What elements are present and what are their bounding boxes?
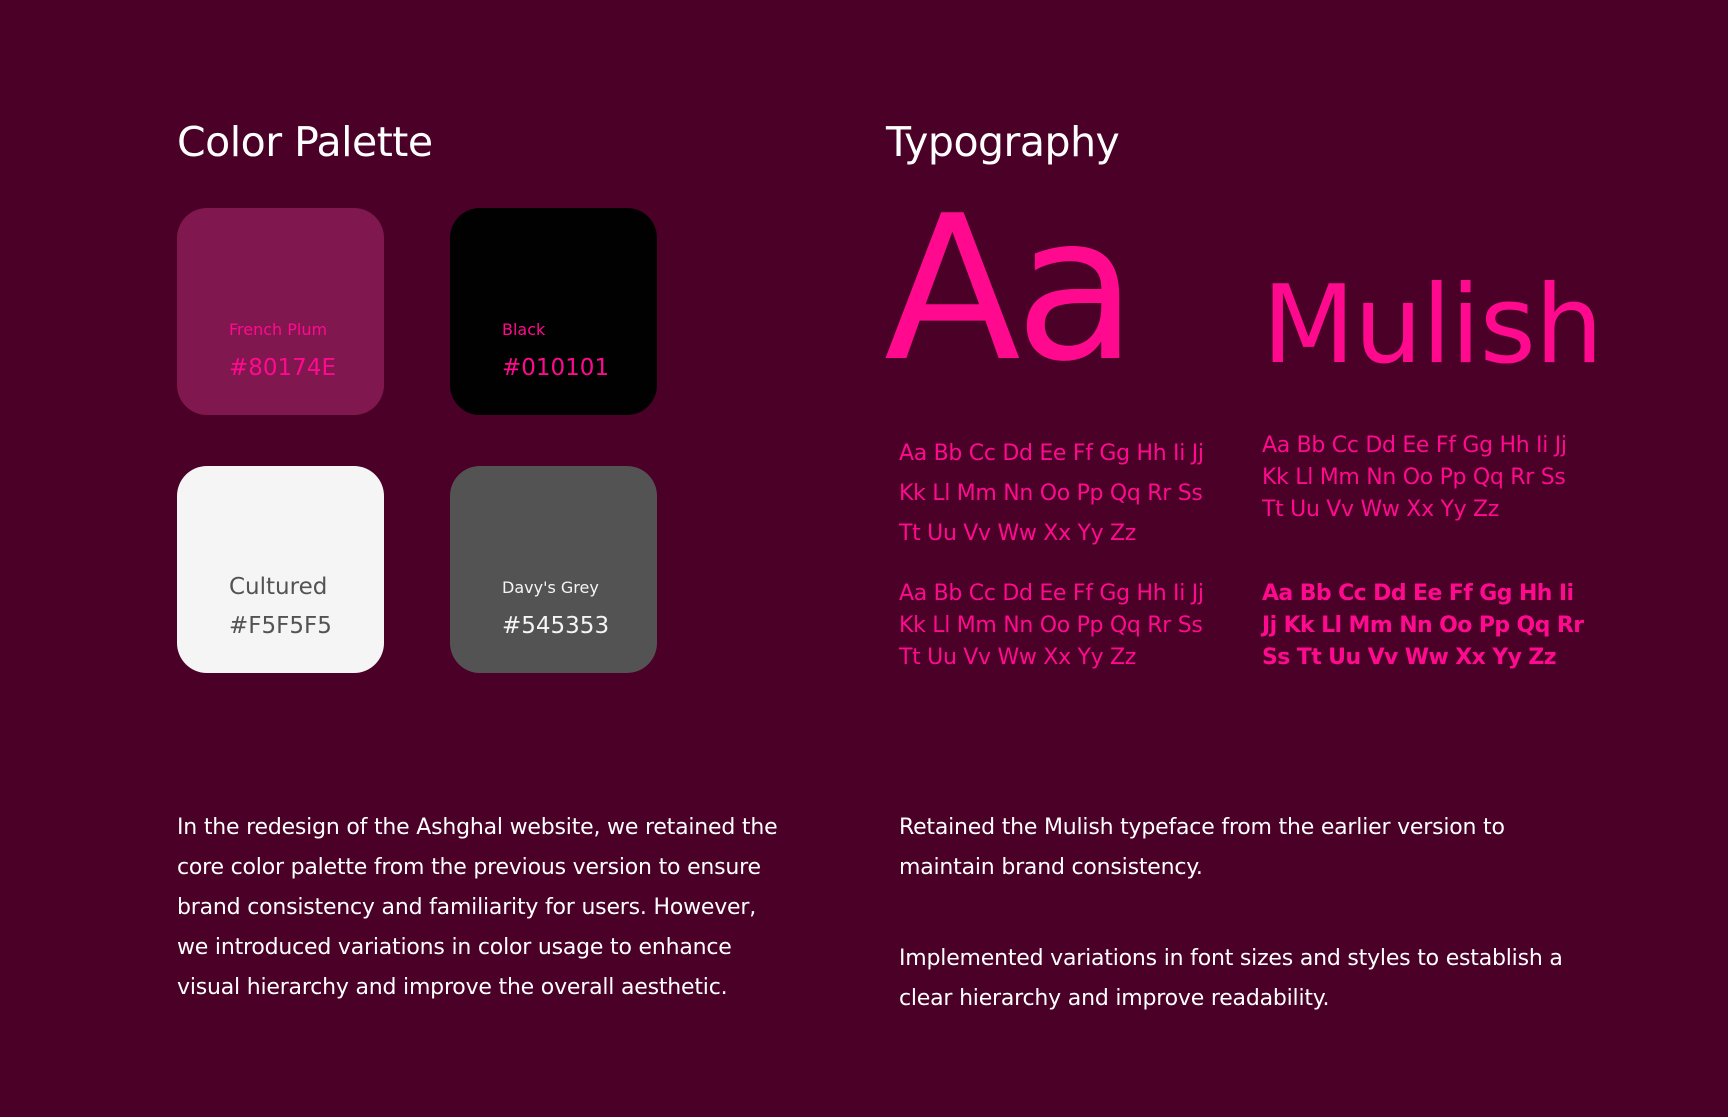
- description-line: In the redesign of the Ashghal website, we retained the: [177, 815, 778, 840]
- alphabet-line: Aa Bb Cc Dd Ee Ff Gg Hh Ii: [1262, 581, 1574, 606]
- description-line: Implemented variations in font sizes and styles to establish a: [899, 946, 1563, 971]
- swatch-hex: #545353: [502, 613, 610, 639]
- alphabet-line: Aa Bb Cc Dd Ee Ff Gg Hh Ii Jj: [1262, 433, 1567, 458]
- swatch-black: [450, 208, 657, 415]
- alphabet-line: Aa Bb Cc Dd Ee Ff Gg Hh Ii Jj: [899, 441, 1204, 466]
- font-name: Mulish: [1262, 263, 1603, 388]
- alphabet-line: Jj Kk Ll Mm Nn Oo Pp Qq Rr: [1262, 613, 1584, 638]
- alphabet-line: Kk Ll Mm Nn Oo Pp Qq Rr Ss: [899, 481, 1203, 506]
- alphabet-line: Tt Uu Vv Ww Xx Yy Zz: [1262, 497, 1500, 522]
- alphabet-sample-regular: [1262, 430, 1567, 526]
- alphabet-sample-medium: [899, 578, 1204, 674]
- alphabet-line: Ss Tt Uu Vv Ww Xx Yy Zz: [1262, 645, 1556, 670]
- description-line: visual hierarchy and improve the overall aesthetic.: [177, 975, 728, 1000]
- alphabet-line: Tt Uu Vv Ww Xx Yy Zz: [899, 645, 1137, 670]
- alphabet-sample-light: [899, 434, 1204, 554]
- alphabet-line: Aa Bb Cc Dd Ee Ff Gg Hh Ii Jj: [899, 581, 1204, 606]
- typography-description-2: [899, 939, 1563, 1019]
- swatch-hex: #80174E: [229, 355, 336, 381]
- alphabet-sample-bold: [1262, 578, 1583, 674]
- description-line: brand consistency and familiarity for users. However,: [177, 895, 756, 920]
- swatch-name: Black: [502, 320, 546, 339]
- color-palette-heading: Color Palette: [177, 118, 433, 166]
- typography-heading: Typography: [886, 118, 1120, 166]
- swatch-name: Davy's Grey: [502, 578, 599, 597]
- description-line: we introduced variations in color usage to enhance: [177, 935, 732, 960]
- swatch-french-plum: [177, 208, 384, 415]
- swatch-name: French Plum: [229, 320, 328, 339]
- swatch-name: Cultured: [229, 574, 328, 600]
- typography-description-1: [899, 808, 1505, 888]
- color-palette-description: [177, 808, 777, 1008]
- font-sample-glyphs: Aa: [884, 173, 1132, 406]
- alphabet-line: Kk Ll Mm Nn Oo Pp Qq Rr Ss: [899, 613, 1203, 638]
- description-line: Retained the Mulish typeface from the earlier version to: [899, 815, 1505, 840]
- swatch-cultured: [177, 466, 384, 673]
- alphabet-line: Tt Uu Vv Ww Xx Yy Zz: [899, 521, 1137, 546]
- swatch-hex: #010101: [502, 355, 610, 381]
- alphabet-line: Kk Ll Mm Nn Oo Pp Qq Rr Ss: [1262, 465, 1566, 490]
- description-line: core color palette from the previous version to ensure: [177, 855, 761, 880]
- swatch-hex: #F5F5F5: [229, 613, 332, 639]
- description-line: maintain brand consistency.: [899, 855, 1203, 880]
- description-line: clear hierarchy and improve readability.: [899, 986, 1330, 1011]
- swatch-davys-grey: [450, 466, 657, 673]
